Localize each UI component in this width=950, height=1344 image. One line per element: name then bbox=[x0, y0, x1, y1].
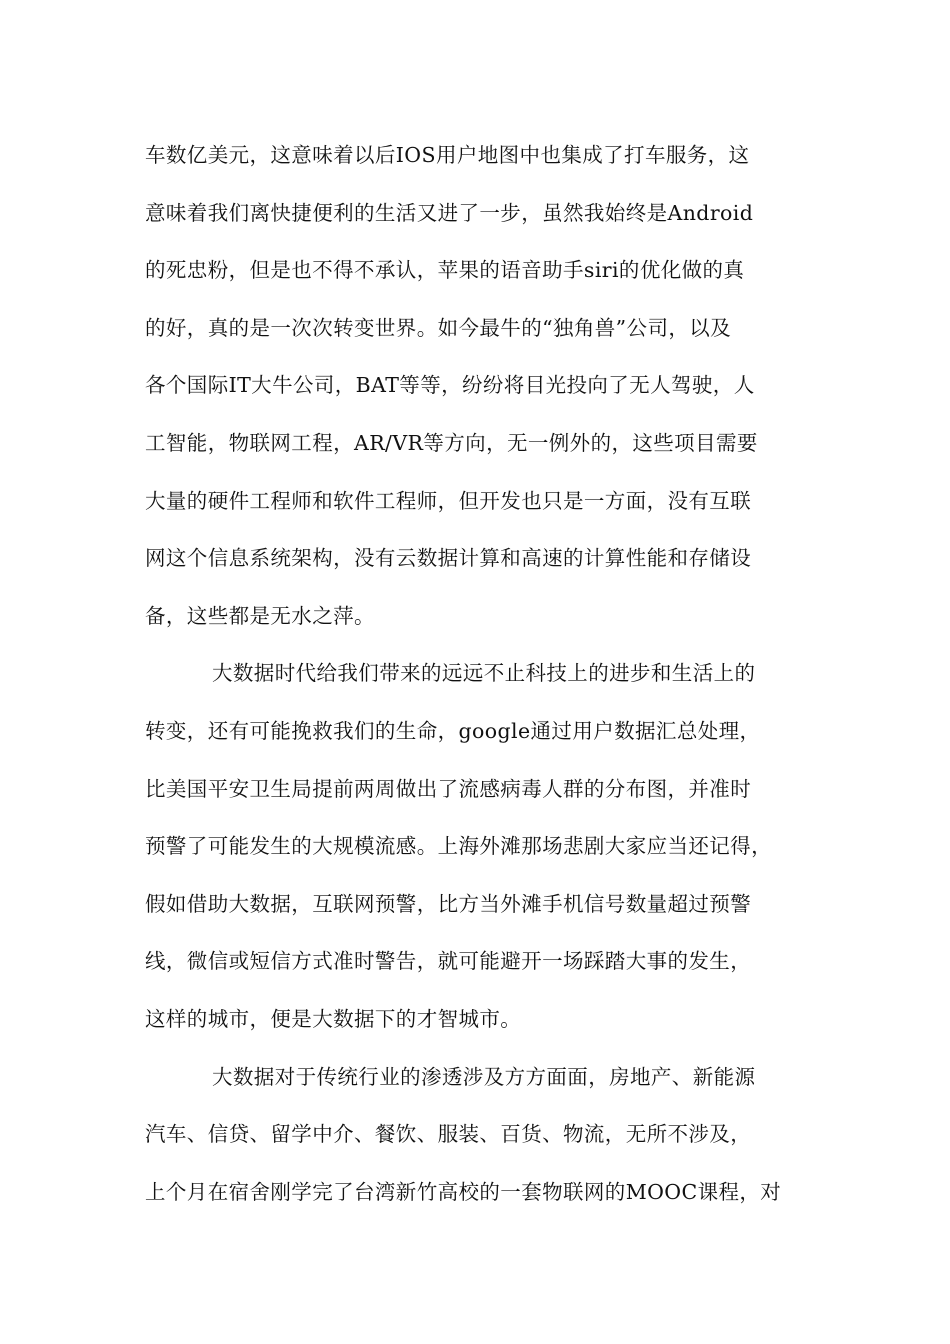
text-line: 假如借助大数据，互联网预警，比方当外滩手机信号数量超过预警 bbox=[145, 891, 752, 916]
text-line: 备，这些都是无水之萍。 bbox=[145, 603, 375, 628]
text-line: 的死忠粉，但是也不得不承认，苹果的语音助手siri的优化做的真 bbox=[145, 258, 745, 283]
text-line: 网这个信息系统架构，没有云数据计算和高速的计算性能和存储设 bbox=[145, 546, 752, 571]
paragraph-first-line: 大数据时代给我们带来的远远不止科技上的进步和生活上的 bbox=[212, 661, 756, 686]
text-line: 大量的硬件工程师和软件工程师，但开发也只是一方面，没有互联 bbox=[145, 488, 752, 513]
text-line: 工智能，物联网工程，AR/VR等方向，无一例外的，这些项目需要 bbox=[145, 430, 758, 455]
text-line: 意味着我们离快捷便利的生活又进了一步，虽然我始终是Android bbox=[145, 200, 754, 225]
text-line: 上个月在宿舍刚学完了台湾新竹高校的一套物联网的MOOC课程，对 bbox=[145, 1179, 782, 1204]
text-line: 的好，真的是一次次转变世界。如今最牛的“独角兽”公司，以及 bbox=[145, 315, 732, 340]
text-line: 转变，还有可能挽救我们的生命，google通过用户数据汇总处理， bbox=[145, 718, 761, 743]
text-line: 预警了可能发生的大规模流感。上海外滩那场悲剧大家应当还记得， bbox=[145, 834, 772, 859]
body-text bbox=[145, 127, 825, 1221]
paragraph-first-line: 大数据对于传统行业的渗透涉及方方面面，房地产、新能源 bbox=[212, 1064, 756, 1089]
text-line: 这样的城市，便是大数据下的才智城市。 bbox=[145, 1006, 522, 1031]
text-line: 汽车、信贷、留学中介、餐饮、服装、百货、物流，无所不涉及， bbox=[145, 1122, 752, 1147]
text-line: 各个国际IT大牛公司，BAT等等，纷纷将目光投向了无人驾驶，人 bbox=[145, 373, 755, 398]
text-line: 比美国平安卫生局提前两周做出了流感病毒人群的分布图，并准时 bbox=[145, 776, 752, 801]
text-line: 线，微信或短信方式准时警告，就可能避开一场踩踏大事的发生， bbox=[145, 949, 752, 974]
text-line: 车数亿美元，这意味着以后IOS用户地图中也集成了打车服务，这 bbox=[145, 143, 750, 167]
